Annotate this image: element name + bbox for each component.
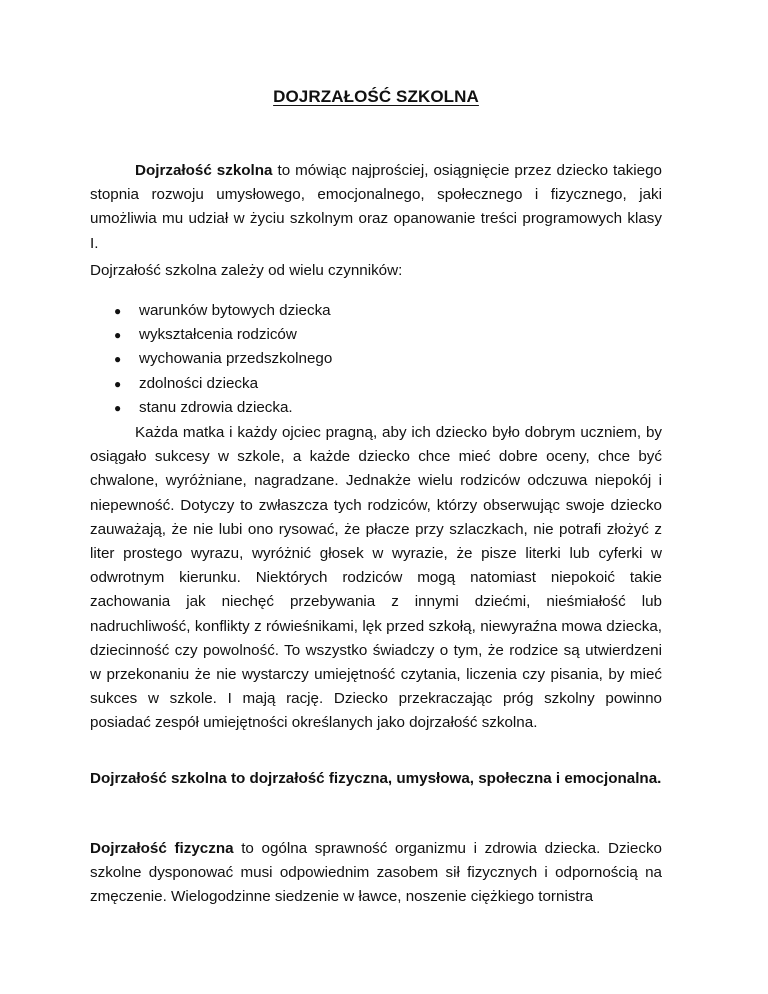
bullet-icon: ● <box>114 328 122 343</box>
list-item <box>90 347 662 371</box>
intro-text: to mówiąc najprościej, osiągnięcie przez dziecko takiego stopnia rozwoju umysłowego, emocjonalnego, społecznego i fizycznego, jaki umożliwia mu udział w życiu szkolnym oraz opanowanie treści programowych klasy I. <box>90 162 663 252</box>
summary-bold-line: Dojrzałość szkolna to dojrzałość fizyczna, umysłowa, społeczna i emocjonalna. <box>90 770 662 787</box>
list-item-text: zdolności dziecka <box>139 374 259 392</box>
list-item-text: warunków bytowych dziecka <box>139 302 331 319</box>
list-item <box>90 299 662 323</box>
intro-paragraph <box>90 159 662 256</box>
parents-paragraph: Każda matka i każdy ojciec pragną, aby ich dziecko było dobrym uczniem, by osiągało sukcesy w szkole, a każde dziecko chce mieć dobre oceny, chce być chwalone, wyróżniane, nagradzane. Jednakże wielu rodziców odczuwa niepokój i niepewność. Dotyczy to zwłaszcza tych rodziców, którzy obserwując swoje dziecko zauważają, że nie lubi ono rysować, że płacze przy szlaczkach, nie potrafi złożyć z liter prostego wyrazu, wyróżnić głosek w wyrazie, że pisze literki lub cyferki w odwrotnym kierunku. Niektórych rodziców mogą natomiast niepokoić takie zachowania jak niechęć przebywania z innymi dziećmi, nieśmiałość lub nadruchliwość, konflikty z rówieśnikami, lęk przed szkołą, niewyraźna mowa dziecka, dziecinność czy powolność. To wszystko świadczy o tym, że rodzice są utwierdzeni w przekonaniu że nie wystarczy umiejętność czytania, liczenia czy pisania, by mieć sukces w szkole. I mają rację. Dziecko przekraczając próg szkolny powinno posiadać zespół umiejętności określanych jako dojrzałość szkolna. <box>90 424 662 732</box>
physical-paragraph <box>90 837 662 910</box>
list-item <box>90 396 662 420</box>
bullet-icon: ● <box>114 376 122 391</box>
bullet-icon: ● <box>114 352 122 367</box>
bullet-icon: ● <box>114 304 122 318</box>
list-item-text: wychowania przedszkolnego <box>139 350 333 368</box>
factors-intro: Dojrzałość szkolna zależy od wielu czynników: <box>90 262 403 279</box>
factors-list <box>90 299 662 420</box>
physical-text: to ogólna sprawność organizmu i zdrowia dziecka. Dziecko szkolne dysponować musi odpowiednim zasobem sił fizycznych i odpornością na zmęczenie. Wielogodzinne siedzenie w ławce, noszenie ciężkiego tornistra <box>90 840 662 906</box>
list-item <box>90 372 662 396</box>
list-item-text: wykształcenia rodziców <box>139 326 297 344</box>
list-item-text: stanu zdrowia dziecka. <box>139 398 293 416</box>
page-title: DOJRZAŁOŚĆ SZKOLNA <box>273 87 479 106</box>
physical-bold-term: Dojrzałość fizyczna <box>90 840 234 857</box>
intro-bold-term: Dojrzałość szkolna <box>135 162 273 179</box>
list-item <box>90 323 662 347</box>
bullet-icon: ● <box>114 400 122 415</box>
